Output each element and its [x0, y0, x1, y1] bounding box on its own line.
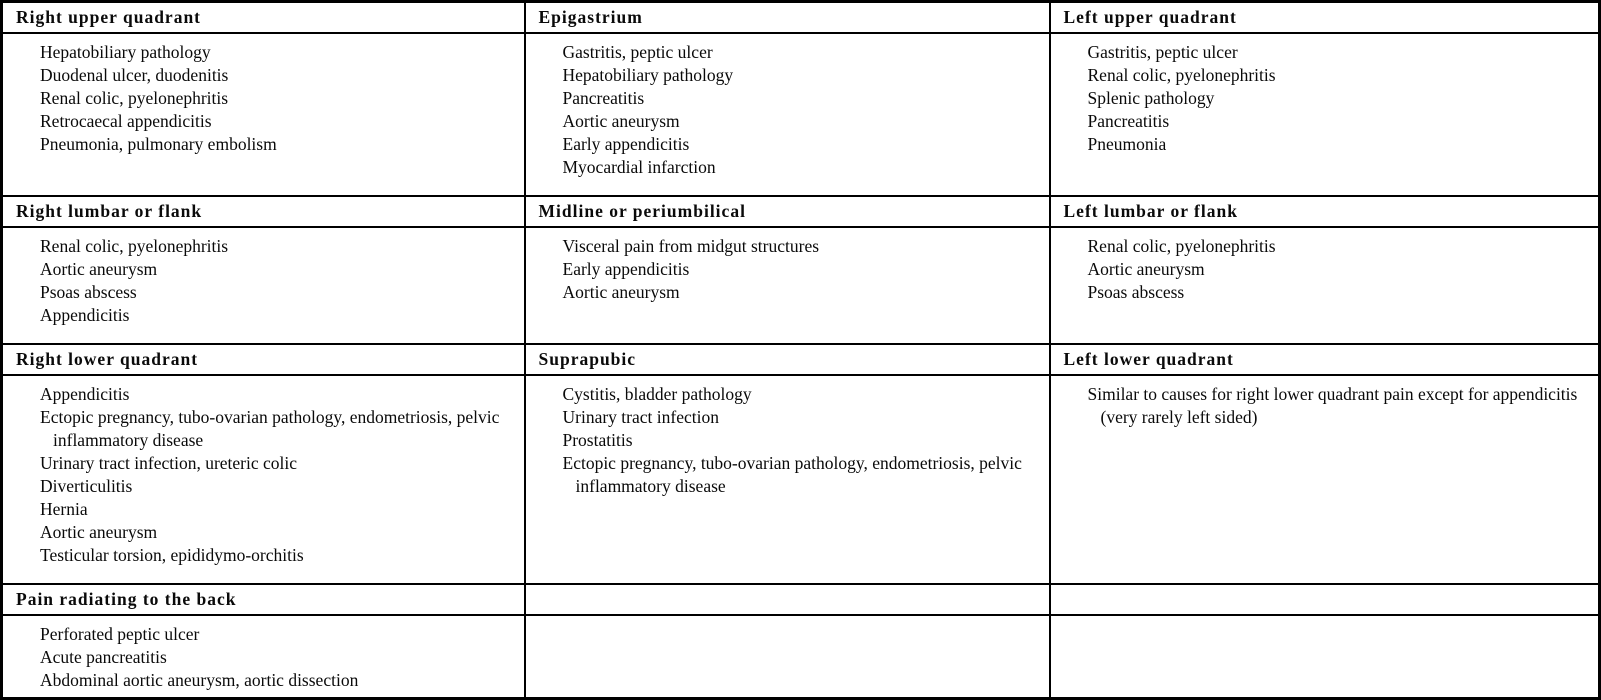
body-row-lumbar — [2, 227, 1600, 344]
diagnosis-item: Splenic pathology — [1087, 88, 1215, 108]
diagnosis-item: Urinary tract infection, ureteric colic — [40, 453, 298, 473]
diagnosis-item: Renal colic, pyelonephritis — [1087, 236, 1276, 256]
header-cell-midline-or-periumbilical: Midline or periumbilical — [525, 196, 1050, 227]
header-cell-right-upper-quadrant: Right upper quadrant — [2, 2, 525, 34]
cell-left-upper-quadrant — [1050, 33, 1600, 196]
diagnosis-item: Cystitis, bladder pathology — [562, 384, 752, 404]
header-row-upper — [2, 2, 1600, 34]
diagnosis-item: Pneumonia, pulmonary embolism — [40, 134, 277, 154]
body-row-lower — [2, 375, 1600, 584]
diagnosis-item: Early appendicitis — [562, 134, 690, 154]
diagnosis-item: Abdominal aortic aneurysm, aortic dissection — [40, 670, 359, 690]
header-row-lumbar — [2, 196, 1600, 227]
cell-right-lumbar-or-flank — [2, 227, 525, 344]
header-cell-empty-right — [1050, 584, 1600, 615]
diagnosis-item: Diverticulitis — [40, 476, 133, 496]
header-row-lower — [2, 344, 1600, 375]
diagnosis-item: Retrocaecal appendicitis — [40, 111, 212, 131]
diagnosis-item: Hernia — [40, 499, 88, 519]
cell-epigastrium — [525, 33, 1050, 196]
diagnosis-item: Psoas abscess — [40, 282, 137, 302]
diagnosis-item: Appendicitis — [40, 305, 130, 325]
diagnosis-item: Pancreatitis — [1087, 111, 1170, 131]
header-cell-epigastrium: Epigastrium — [525, 2, 1050, 34]
diagnosis-item: Pancreatitis — [562, 88, 645, 108]
diagnosis-item: Aortic aneurysm — [1087, 259, 1205, 279]
diagnosis-item: Early appendicitis — [562, 259, 690, 279]
header-cell-empty-middle — [525, 584, 1050, 615]
diagnosis-item: Hepatobiliary pathology — [562, 65, 734, 85]
header-cell-left-lower-quadrant: Left lower quadrant — [1050, 344, 1600, 375]
diagnosis-item: Similar to causes for right lower quadrant pain except for appendicitis (very rarely left sided) — [1087, 384, 1578, 427]
header-cell-pain-radiating-to-the-back: Pain radiating to the back — [2, 584, 525, 615]
diagnosis-item: Ectopic pregnancy, tubo-ovarian pathology, endometriosis, pelvic inflammatory disease — [562, 453, 1022, 496]
cell-empty-right — [1050, 615, 1600, 699]
header-cell-left-lumbar-or-flank: Left lumbar or flank — [1050, 196, 1600, 227]
diagnosis-item: Myocardial infarction — [562, 157, 716, 177]
cell-empty-middle — [525, 615, 1050, 699]
header-cell-suprapubic: Suprapubic — [525, 344, 1050, 375]
diagnosis-item: Prostatitis — [562, 430, 633, 450]
diagnosis-item: Acute pancreatitis — [40, 647, 167, 667]
diagnosis-item: Duodenal ulcer, duodenitis — [40, 65, 229, 85]
cell-suprapubic — [525, 375, 1050, 584]
body-row-back — [2, 615, 1600, 699]
body-row-upper — [2, 33, 1600, 196]
diagnosis-item: Renal colic, pyelonephritis — [40, 236, 229, 256]
cell-pain-radiating-to-the-back — [2, 615, 525, 699]
diagnosis-item: Gastritis, peptic ulcer — [562, 42, 713, 62]
diagnosis-item: Aortic aneurysm — [40, 522, 158, 542]
diagnosis-item: Aortic aneurysm — [562, 111, 680, 131]
diagnosis-item: Gastritis, peptic ulcer — [1087, 42, 1238, 62]
header-cell-right-lower-quadrant: Right lower quadrant — [2, 344, 525, 375]
header-cell-left-upper-quadrant: Left upper quadrant — [1050, 2, 1600, 34]
cell-right-upper-quadrant — [2, 33, 525, 196]
cell-left-lower-quadrant — [1050, 375, 1600, 584]
diagnosis-item: Aortic aneurysm — [562, 282, 680, 302]
diagnosis-item: Appendicitis — [40, 384, 130, 404]
diagnosis-item: Urinary tract infection — [562, 407, 719, 427]
header-cell-right-lumbar-or-flank: Right lumbar or flank — [2, 196, 525, 227]
diagnosis-item: Pneumonia — [1087, 134, 1167, 154]
diagnosis-item: Psoas abscess — [1087, 282, 1185, 302]
diagnosis-item: Perforated peptic ulcer — [40, 624, 200, 644]
header-row-back — [2, 584, 1600, 615]
cell-midline-or-periumbilical — [525, 227, 1050, 344]
diagnosis-item: Visceral pain from midgut structures — [562, 236, 820, 256]
diagnosis-item: Renal colic, pyelonephritis — [1087, 65, 1276, 85]
cell-left-lumbar-or-flank — [1050, 227, 1600, 344]
diagnosis-item: Testicular torsion, epididymo-orchitis — [40, 545, 304, 565]
cell-right-lower-quadrant — [2, 375, 525, 584]
diagnosis-item: Aortic aneurysm — [40, 259, 158, 279]
diagnosis-item: Hepatobiliary pathology — [40, 42, 211, 62]
diagnosis-item: Renal colic, pyelonephritis — [40, 88, 229, 108]
diagnosis-item: Ectopic pregnancy, tubo-ovarian pathology, endometriosis, pelvic inflammatory disease — [40, 407, 500, 450]
